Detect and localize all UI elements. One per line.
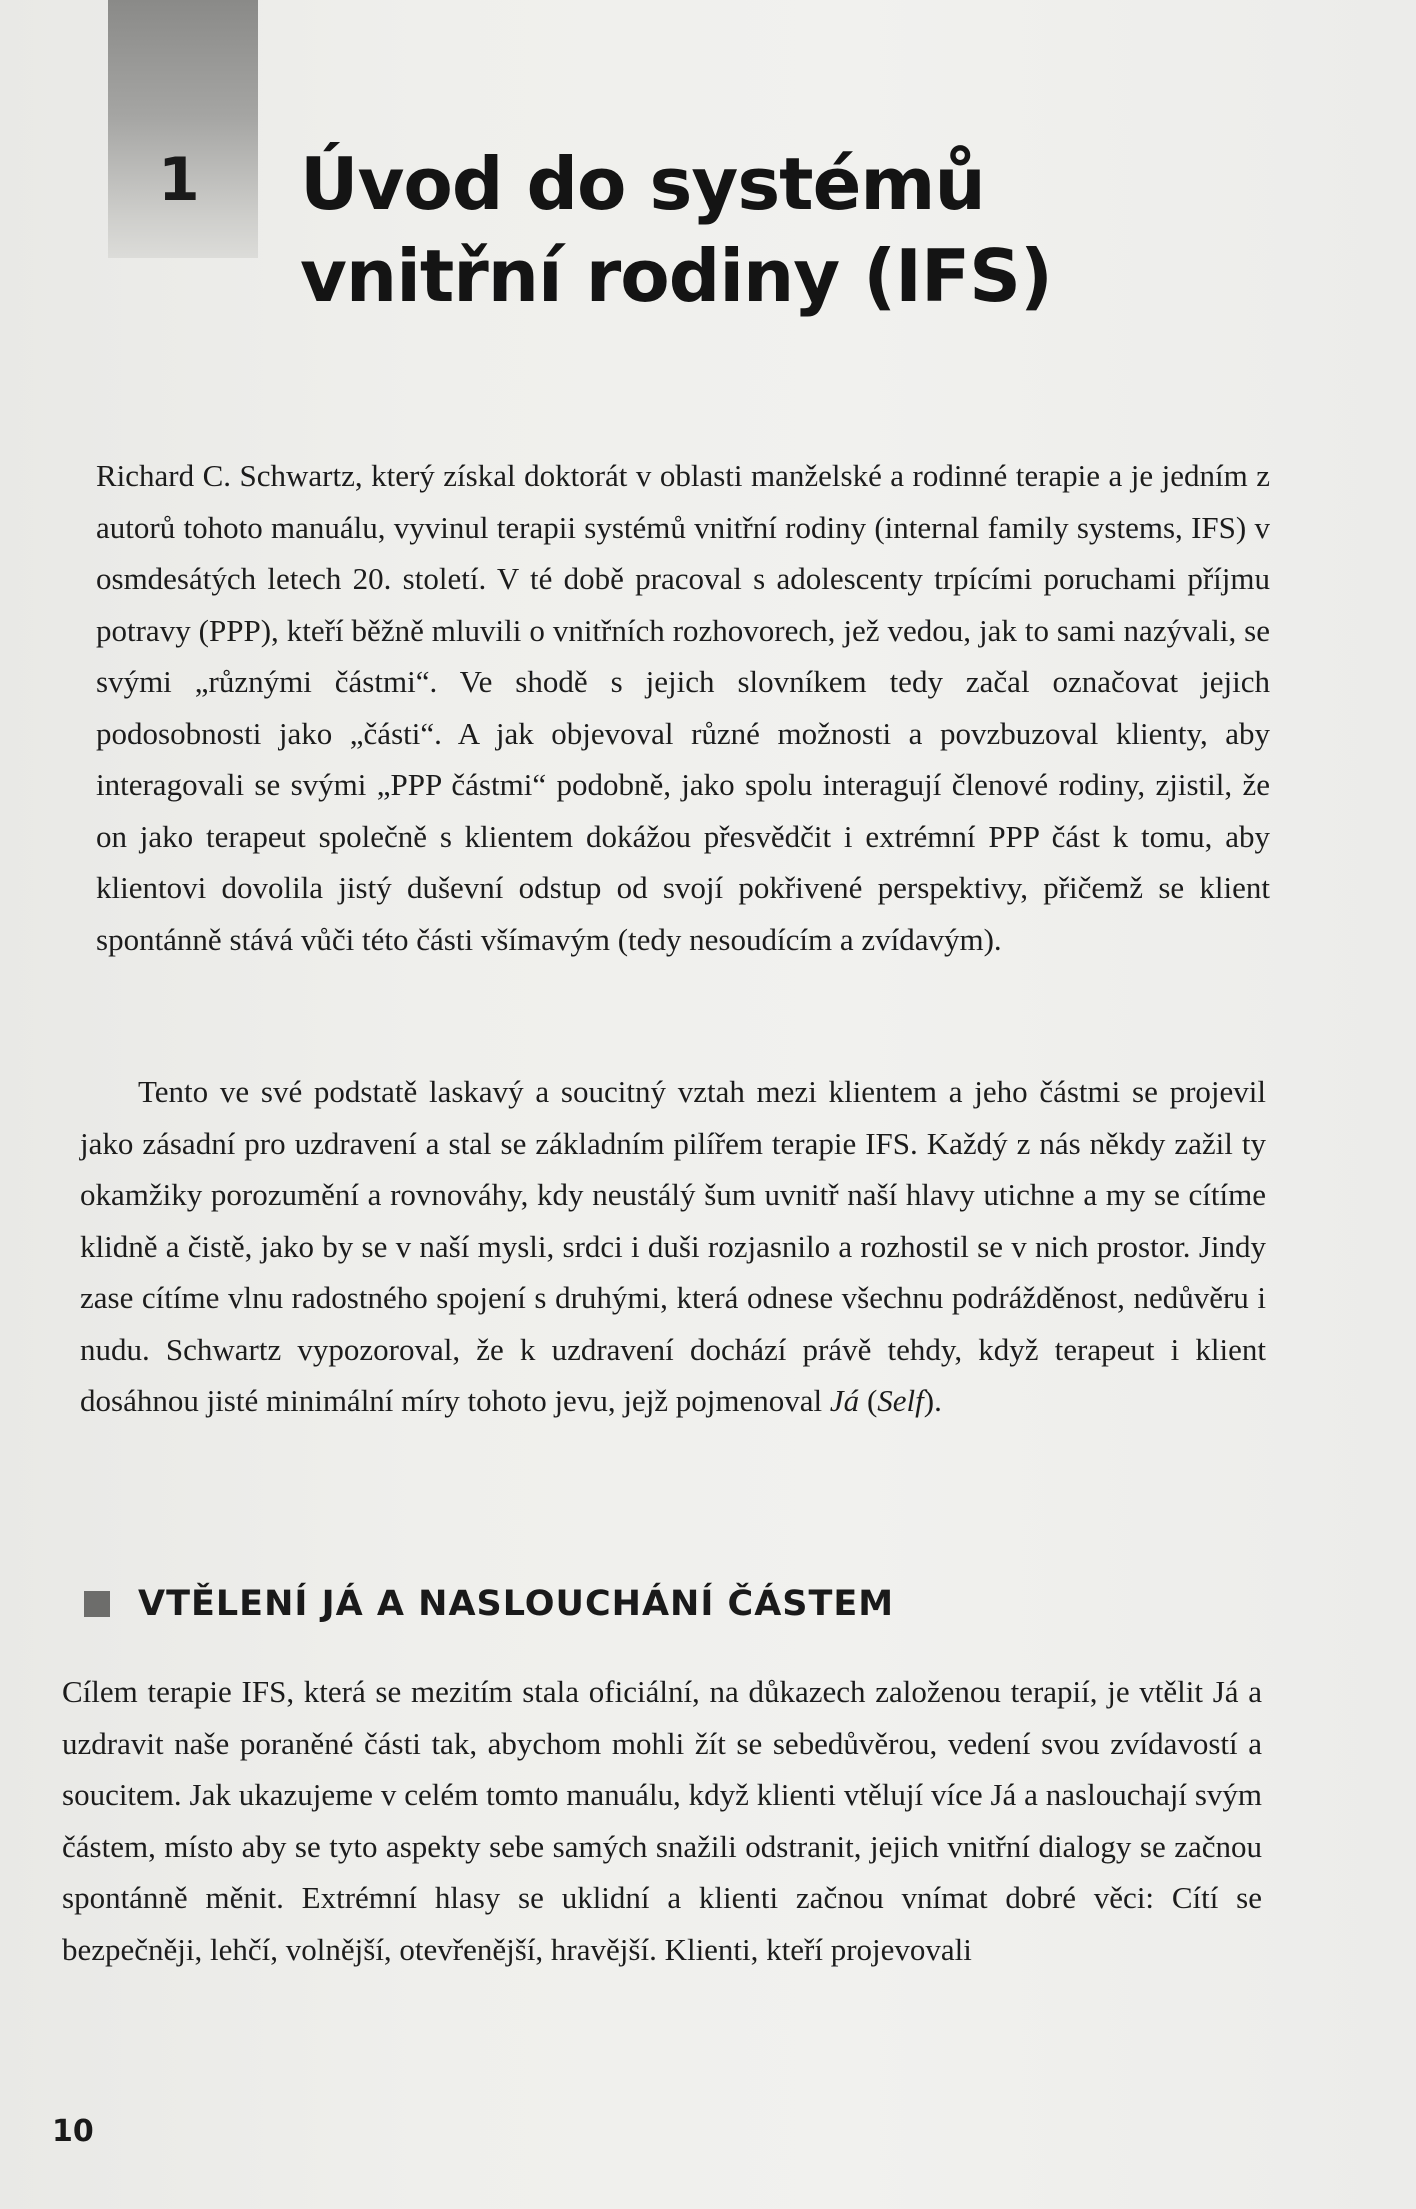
paragraph-self: Tento ve své podstatě laskavý a soucitný vztah mezi klientem a jeho částmi se projevil jako zásadní pro uzdravení a stal se základním pilířem terapie IFS. Každý z nás někdy zažil ty okamžiky porozumění a rovnováhy, kdy neustálý šum uvnitř naší hlavy utichne a my se cítíme klidně a čistě, jako by se v naší mysli, srdci i duši rozjasnilo a rozhostil se v nich prostor. Jindy zase cítíme vlnu radostného spojení s druhými, která odnese všechnu podrážděnost, nedůvěru i nudu. Schwartz vypozoroval, že k uzdravení dochází právě tehdy, když terapeut i klient dosáhnou jisté minimální míry tohoto jevu, jejž pojmenoval Já (Self). — [80, 1074, 1266, 1418]
section-heading-text: VTĚLENÍ JÁ A NASLOUCHÁNÍ ČÁSTEM — [138, 1584, 895, 1624]
section-heading — [84, 1584, 894, 1624]
chapter-number: 1 — [158, 145, 200, 215]
square-bullet-icon — [84, 1591, 110, 1617]
chapter-title-line-2: vnitřní rodiny (IFS) — [300, 234, 1052, 318]
chapter-title — [300, 138, 1052, 322]
chapter-title-line-1: Úvod do systémů — [300, 142, 985, 226]
paragraph-goal: Cílem terapie IFS, která se mezitím stala oficiální, na důkazech založenou terapií, je vtělit Já a uzdravit naše poraněné části tak, abychom mohli žít se sebedůvěrou, vedení svou zvídavostí a soucitem. Jak ukazujeme v celém tomto manuálu, když klienti vtělují více Já a naslouchají svým částem, místo aby se tyto aspekty sebe samých snažili odstranit, jejich vnitřní dialogy se začnou spontánně měnit. Extrémní hlasy se uklidní a klienti začnou vnímat dobré věci: Cítí se bezpečněji, lehčí, volnější, otevřenější, hravější. Klienti, kteří projevovali — [62, 1674, 1262, 1967]
term-self-english: Self — [877, 1383, 924, 1418]
page-number: 10 — [52, 2114, 94, 2149]
paragraph-self-text: Tento ve své podstatě laskavý a soucitný vztah mezi klientem a jeho částmi se projevil jako zásadní pro uzdravení a stal se základním pilířem terapie IFS. Každý z nás někdy zažil ty okamžiky porozumění a rovnováhy, kdy neustálý šum uvnitř naší hlavy utichne a my se cítíme klidně a čistě, jako by se v naší mysli, srdci i duši rozjasnilo a rozhostil se v nich prostor. Jindy zase cítíme vlnu radostného spojení s druhými, která odnese všechnu podrážděnost, nedůvěru i nudu. Schwartz vypozoroval, že k uzdravení dochází právě tehdy, když terapeut i klient dosáhnou jisté minimální míry tohoto jevu, jejž pojmenoval — [80, 1074, 1266, 1418]
chapter-number-bar — [108, 0, 258, 258]
term-self-czech: Já — [829, 1383, 860, 1418]
paragraph-intro: Richard C. Schwartz, který získal doktorát v oblasti manželské a rodinné terapie a je jedním z autorů tohoto manuálu, vyvinul terapii systémů vnitřní rodiny (internal family systems, IFS) v osmdesátých letech 20. století. V té době pracoval s adolescenty trpícími poruchami příjmu potravy (PPP), kteří běžně mluvili o vnitřních rozhovorech, jež vedou, jak to sami nazývali, se svými „různými částmi“. Ve shodě s jejich slovníkem tedy začal označovat jejich podosobnosti jako „části“. A jak objevoval různé možnosti a povzbuzoval klienty, aby interagovali se svými „PPP částmi“ podobně, jako spolu interagují členové rodiny, zjistil, že on jako terapeut společně s klientem dokážou přesvědčit i extrémní PPP část k tomu, aby klientovi dovolila jistý duševní odstup od svojí pokřivené perspektivy, přičemž se klient spontánně stává vůči této části všímavým (tedy nesoudícím a zvídavým). — [96, 458, 1270, 957]
